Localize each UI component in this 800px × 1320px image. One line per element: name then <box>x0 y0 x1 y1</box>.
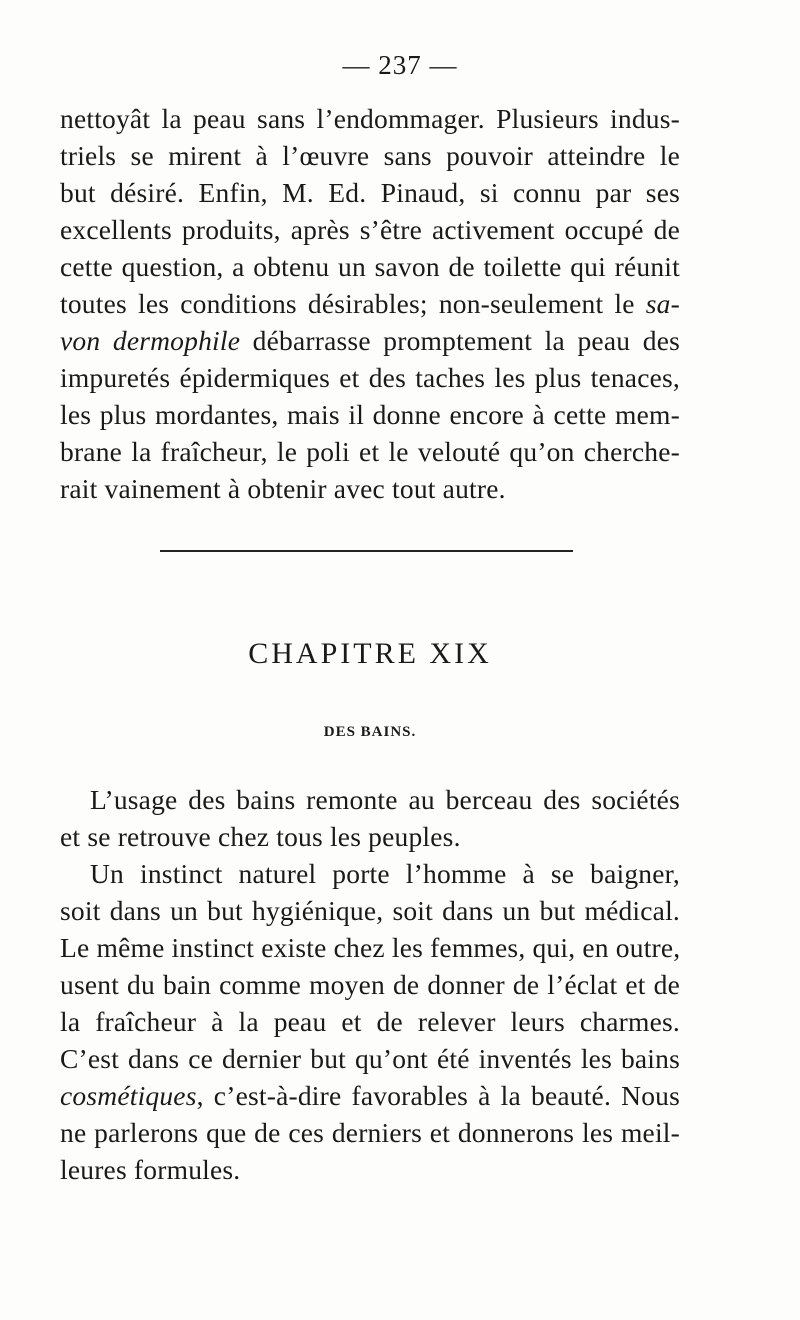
text-line: excellents produits, après s’être activement occupé de <box>60 214 680 245</box>
section-title: DES BAINS. <box>323 724 417 740</box>
text-line <box>60 1078 680 1114</box>
text-line: L’usage des bains remonte au berceau des sociétés <box>90 784 680 815</box>
text-line: les plus mordantes, mais il donne encore à cette mem- <box>60 399 680 430</box>
text-line: rait vainement à obtenir avec tout autre. <box>60 473 506 504</box>
text-line <box>60 323 680 359</box>
text-line: Un instinct naturel porte l’homme à se baigner, <box>90 858 680 889</box>
text-line: usent du bain comme moyen de donner de l’éclat et de <box>60 969 680 1000</box>
text-line: la fraîcheur à la peau et de relever leurs charmes. <box>60 1006 680 1037</box>
text-line: ne parlerons que de ces derniers et donnerons les meil- <box>60 1117 680 1148</box>
text-line: Le même instinct existe chez les femmes, qui, en outre, <box>60 932 681 963</box>
page-number: — 237 — <box>342 50 458 80</box>
text-line: et se retrouve chez tous les peuples. <box>60 821 461 852</box>
text-segment: , c’est-à-dire favorables à la beauté. Nous <box>196 1080 680 1111</box>
section-divider <box>160 550 573 552</box>
text-line: cette question, a obtenu un savon de toilette qui réunit <box>60 251 680 282</box>
text-line: impuretés épidermiques et des taches les plus tenaces, <box>60 362 680 393</box>
italic-text: sa- <box>645 288 680 319</box>
text-line: C’est dans ce dernier but qu’ont été inventés les bains <box>60 1043 680 1074</box>
text-segment: toutes les conditions désirables; non-seulement le <box>60 288 646 319</box>
text-segment: débarrasse promptement la peau des <box>240 325 680 356</box>
text-line: leures formules. <box>60 1154 241 1185</box>
italic-text: von dermophile <box>60 325 241 356</box>
text-line: triels se mirent à l’œuvre sans pouvoir atteindre le <box>60 140 680 171</box>
text-line: brane la fraîcheur, le poli et le velouté qu’on cherche- <box>60 436 680 467</box>
chapter-title: CHAPITRE XIX <box>248 637 492 670</box>
text-line <box>60 286 680 322</box>
text-line: nettoyât la peau sans l’endommager. Plusieurs indus- <box>60 103 680 134</box>
text-line: soit dans un but hygiénique, soit dans un but médical. <box>60 895 680 926</box>
italic-text: cosmétiques <box>60 1080 197 1111</box>
text-line: but désiré. Enfin, M. Ed. Pinaud, si connu par ses <box>60 177 680 208</box>
